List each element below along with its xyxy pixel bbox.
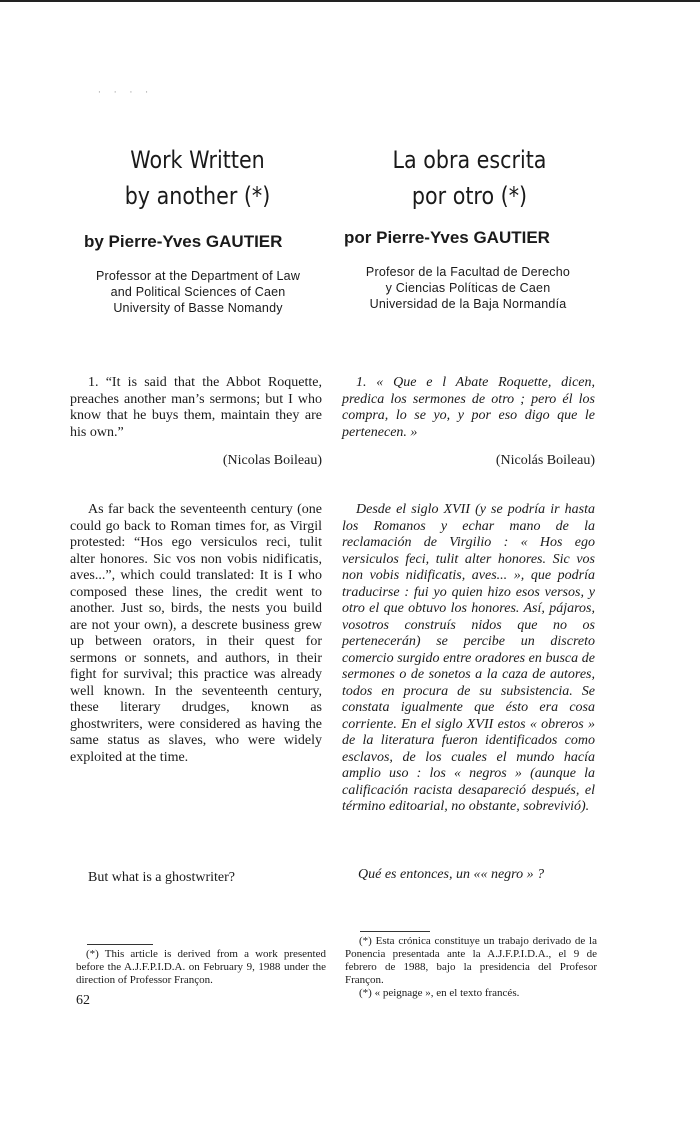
english-affiliation [64,268,332,316]
english-affiliation-line: and Political Sciences of Caen [110,285,286,299]
spanish-attribution: (Nicolás Boileau) [495,453,595,468]
spanish-footnote-2: (*) « peignage », en el texto francés. [359,987,520,999]
top-border-line [0,0,700,2]
english-title-line-1: Work Written [130,146,265,174]
spanish-affiliation-line: y Ciencias Políticas de Caen [385,281,551,295]
english-epigraph: 1. “It is said that the Abbot Roquette, preaches another man’s sermons; but I who know that he buys them, maintain they are his own.” [70,375,322,440]
english-title-line-2: by another (*) [124,182,271,210]
english-footnote: (*) This article is derived from a work presented before the A.J.F.P.I.D.A. on February 9, 1988 under the direction of Professor Françon. [76,948,326,986]
footnote-rule [360,931,430,932]
spanish-affiliation-line: Profesor de la Facultad de Derecho [365,265,571,279]
spanish-question: Qué es entonces, un «« negro » ? [358,867,545,882]
spanish-author: por Pierre-Yves GAUTIER [344,228,550,247]
english-affiliation-line: University of Basse Nomandy [113,301,283,315]
spanish-footnote-1: (*) Esta crónica constituye un trabajo derivado de la Ponencia presentada ante la A.J.F.P.I.D.A., el 9 de febrero de 1988, bajo la presidencia del Profesor Françon. [345,935,597,986]
spanish-epigraph: 1. « Que e l Abate Roquette, dicen, predica los sermones de otro ; pero él los compra, lo se yo, y por eso digo que le pertenecen. » [342,375,595,440]
spanish-body-paragraph: Desde el siglo XVII (y se podría ir hasta los Romanos y echar mano de la reclamación de Virgilio : « Hos ego versiculos feci, tulit alter honores. Sic vos non vobis nidificatis, aves... », que podría traducirse : fui yo quien hizo esos versos, y otro el que obtuvo los honores. Así, pájaros, vosotros construís nidos que no os pertenecerán) se percibe un discreto comercio surgido entre oradores en busca de sermones o de sonetos a la caza de autores, todos en procura de su subsistencia. Se constata igualmente que ésto era cosa corriente. En el siglo XVII estos « obreros » de la literatura fueron identificados como esclavos, de los cuales el mundo hacía amplio uso : los « negros » (aunque la calificación racista desapareció después, el término editoarial, no obstante, sobrevivió). [342,502,595,814]
spanish-title-line-1: La obra escrita [392,146,547,174]
scan-speckle: · · · · [98,88,154,98]
english-question: But what is a ghostwriter? [88,870,235,885]
spanish-affiliation-line: Universidad de la Baja Normandía [369,297,567,311]
page-number: 62 [76,993,90,1008]
english-affiliation-line: Professor at the Department of Law [95,269,301,283]
footnote-rule [87,944,153,945]
english-author: by Pierre-Yves GAUTIER [84,232,283,251]
english-body-paragraph: As far back the seventeenth century (one could go back to Roman times for, as Virgil protested: “Hos ego versiculos reci, tulit alter honores. Sic vos non vobis nidificatis, aves...”, which could translated: It is I who composed these lines, the credit went to another. Just so, birds, the nests you build are not your own), a descrete business grew up between orators, in their quest for sermons or sonnets, and authors, in their fight for survival; this practice was already well known. In the seventeenth century, these literary drudges, known as ghostwriters, were considered as having the same status as slaves, who were widely exploited at the time. [70,502,322,765]
spanish-title-line-2: por otro (*) [411,182,528,210]
english-title [88,142,307,214]
english-attribution: (Nicolas Boileau) [222,453,322,468]
spanish-title [360,142,579,214]
spanish-affiliation [336,264,600,312]
